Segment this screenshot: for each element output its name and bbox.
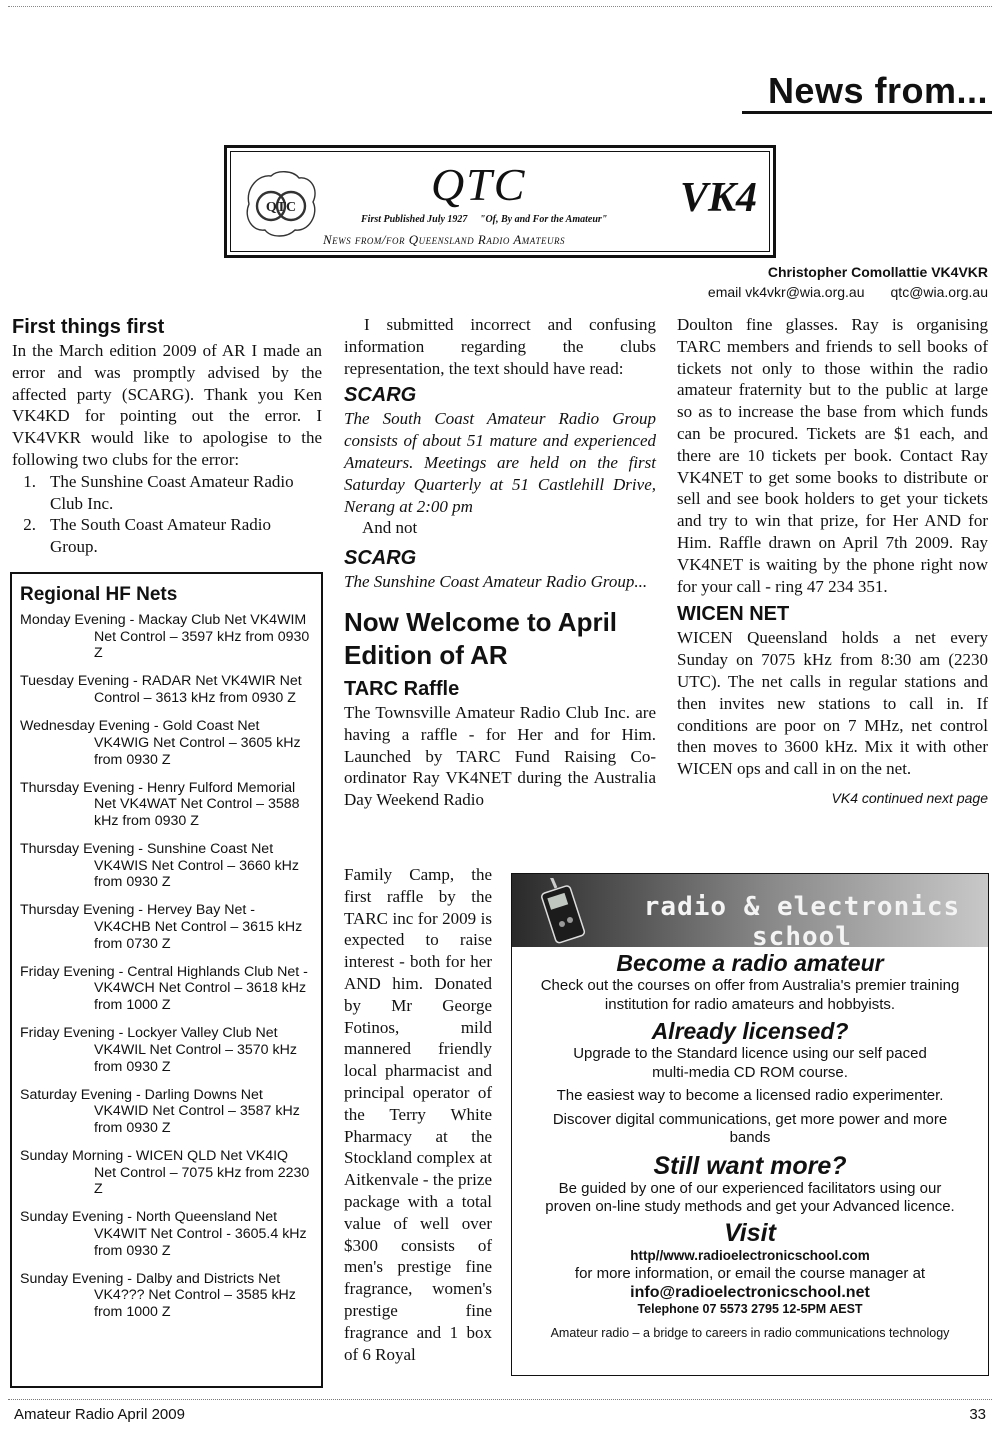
- banner-inner-frame: [230, 151, 770, 252]
- ad-email[interactable]: info@radioelectronicschool.net: [630, 1283, 870, 1301]
- heading-tarc-raffle: TARC Raffle: [344, 677, 460, 700]
- section-title-underline: [742, 111, 992, 114]
- qtc-subtitle: [361, 214, 607, 225]
- paragraph-scarg-2: The Sunshine Coast Amateur Radio Group...: [344, 572, 648, 592]
- ad-heading-licensed: Already licensed?: [651, 1018, 849, 1044]
- net-item: Saturday Evening - Darling Downs Net VK4WID Net Control – 3587 kHz from 0930 Z: [20, 1086, 300, 1136]
- ad-phone: Telephone 07 5573 2795 12-5PM AEST: [637, 1302, 863, 1316]
- author-email: email vk4vkr@wia.org.au: [707, 284, 865, 300]
- ad-heading-more: Still want more?: [653, 1151, 847, 1180]
- column-2: [344, 314, 656, 811]
- author-name: Christopher Comollattie VK4VKR: [767, 264, 988, 280]
- regional-nets-box: [10, 572, 323, 1388]
- footer-publication: Amateur Radio April 2009: [14, 1406, 185, 1423]
- column-2-narrow: [344, 864, 492, 1365]
- author-emails: [708, 282, 988, 302]
- paragraph-wicen: WICEN Queensland holds a net every Sunday on 7075 kHz from 8:30 am (2230 UTC). The net calls in regular stations and then invites new stations to call in. If conditions are poor on 7 MHz, net control then moves to 3600 kHz. Mix it with other WICEN ops and call in on the net.: [677, 628, 988, 779]
- ad-heading-become: Become a radio amateur: [616, 950, 884, 976]
- qtc-logo-icon: [241, 166, 321, 242]
- net-item: Thursday Evening - Hervey Bay Net - VK4CHB Net Control – 3615 kHz from 0730 Z: [20, 902, 303, 952]
- paragraph-tarc-continued: Doulton fine glasses. Ray is organising TARC members and friends to sell books of tickets not only to those within the radio amateur fraternity but to the public at large so as to increase the base from which funds can be procured. Tickets are $1 each, and there are 10 tickets per book. Contact Ray VK4NET to get some books to distribute or sell and see book holders to get your tickets and try to win that prize, for Her AND for Him. Raffle drawn on April 7th 2009. Ray VK4NET is waiting by the phone right now for your call - ring 47 234 351.: [677, 315, 988, 596]
- paragraph-tarc-wide: The Townsville Amateur Radio Club Inc. are having a raffle - for Her and for Him. Launched by TARC Fund Raising Co-ordinator Ray VK4NET during the Australia Day Weekend Radio: [344, 702, 656, 810]
- ad-text-courses: Check out the courses on offer from Australia's premier training institution for radio amateurs and hobbyists.: [540, 977, 960, 1013]
- net-item: Monday Evening - Mackay Club Net VK4WIM Net Control – 3597 kHz from 0930 Z: [20, 612, 310, 662]
- nets-title: Regional HF Nets: [20, 584, 178, 605]
- ad-tagline: Amateur radio – a bridge to careers in radio communications technology: [550, 1326, 950, 1340]
- continued-note: VK4 continued next page: [831, 789, 988, 806]
- column-1: [12, 314, 322, 558]
- paragraph-tarc-narrow: Family Camp, the first raffle by the TARC inc for 2009 is expected to raise interest - both for her AND him. Donated by Mr George Fotinos, mild mannered friendly local pharmacist and principal operator of the Terry White Pharmacy at the Stockland complex at Aitkenvale - the prize package with a total value of well over $300 consists of men's prestige fine fragrance, women's prestige fine fragrance and 1 box of 6 Royal: [344, 865, 492, 1364]
- net-item: Wednesday Evening - Gold Coast Net VK4WIG Net Control – 3605 kHz from 0930 Z: [20, 718, 301, 768]
- top-rule: [8, 6, 992, 7]
- byline: [708, 262, 988, 302]
- ad-text-guided: Be guided by one of our experienced facilitators using our proven on-line study methods and get your Advanced licence.: [545, 1179, 955, 1215]
- motto: "Of, By and For the Amateur": [479, 214, 608, 225]
- paragraph-apology: In the March edition 2009 of AR I made an error and was promptly advised by the affected party (SCARG). Thank you Ken VK4KD for pointing out the error. I VK4VKR would like to apologise to the following two clubs for the error:: [12, 341, 322, 469]
- qtc-news-line: News from/for Queensland Radio Amateurs: [323, 232, 565, 247]
- net-item: Sunday Morning - WICEN QLD Net VK4IQ Net Control – 7075 kHz from 2230 Z: [20, 1147, 310, 1198]
- first-published: First Published July 1927: [361, 214, 468, 225]
- net-item: Sunday Evening - Dalby and Districts Net VK4??? Net Control – 3585 kHz from 1000 Z: [20, 1270, 296, 1321]
- qtc-title: QTC: [431, 159, 527, 210]
- net-item: Thursday Evening - Henry Fulford Memorial Net VK4WAT Net Control – 3588 kHz from 0930 Z: [20, 779, 300, 829]
- net-item: Friday Evening - Lockyer Valley Club Net VK4WIL Net Control – 3570 kHz from 0930 Z: [20, 1025, 297, 1075]
- column-3: [677, 314, 988, 810]
- list-item: 2. The South Coast Amateur Radio Group.: [23, 515, 271, 557]
- net-item: Tuesday Evening - RADAR Net VK4WIR Net Control – 3613 kHz from 0930 Z: [20, 673, 302, 707]
- qtc-email: qtc@wia.org.au: [890, 284, 988, 300]
- heading-scarg-2: SCARG: [344, 547, 417, 570]
- heading-welcome: Now Welcome to April Edition of AR: [344, 606, 618, 670]
- heading-scarg-1: SCARG: [344, 384, 417, 407]
- paragraph-correction: I submitted incorrect and confusing information regarding the clubs representation, the text should have read:: [344, 315, 656, 378]
- handheld-radio-icon: [534, 878, 594, 944]
- logo-text: QTC: [265, 200, 297, 215]
- net-item: Friday Evening - Central Highlands Club Net - VK4WCH Net Control – 3618 kHz from 1000 Z: [20, 963, 308, 1014]
- ad-text-upgrade: Upgrade to the Standard licence using our self paced multi-media CD ROM course.: [573, 1045, 927, 1081]
- ad-text-easiest: The easiest way to become a licensed radio experimenter.: [556, 1087, 944, 1104]
- ad-text-info: for more information, or email the course manager at: [574, 1265, 926, 1282]
- heading-first-things-first: First things first: [12, 316, 165, 338]
- paragraph-scarg-1: The South Coast Amateur Radio Group consists of about 51 mature and experienced Amateurs. Meetings are held on the first Saturday Quarterly at 51 Castlehill Drive, Nerang at 2:00 pm: [344, 409, 656, 516]
- qtc-region: VK4: [679, 175, 757, 221]
- ad-heading-visit: Visit: [724, 1218, 776, 1247]
- ad-url[interactable]: http//www.radioelectronicschool.com: [630, 1247, 870, 1263]
- club-list: [12, 471, 322, 558]
- ad-banner-text: radio & electronics school: [643, 892, 961, 947]
- ad-text-discover: Discover digital communications, get more power and more bands: [552, 1110, 948, 1146]
- qtc-banner: [224, 145, 776, 258]
- school-advertisement: [511, 873, 989, 1376]
- list-item: 1. The Sunshine Coast Amateur Radio Club Inc.: [23, 471, 294, 513]
- and-not: And not: [362, 518, 418, 538]
- net-item: Thursday Evening - Sunshine Coast Net VK4WIS Net Control – 3660 kHz from 0930 Z: [20, 840, 300, 891]
- section-title: News from...: [767, 70, 988, 111]
- footer-rule: [8, 1399, 992, 1400]
- net-item: Sunday Evening - North Queensland Net VK4WIT Net Control - 3605.4 kHz from 0930 Z: [20, 1209, 307, 1259]
- ad-banner: [512, 874, 988, 947]
- heading-wicen-net: WICEN NET: [677, 603, 790, 626]
- page-number: 33: [969, 1406, 986, 1423]
